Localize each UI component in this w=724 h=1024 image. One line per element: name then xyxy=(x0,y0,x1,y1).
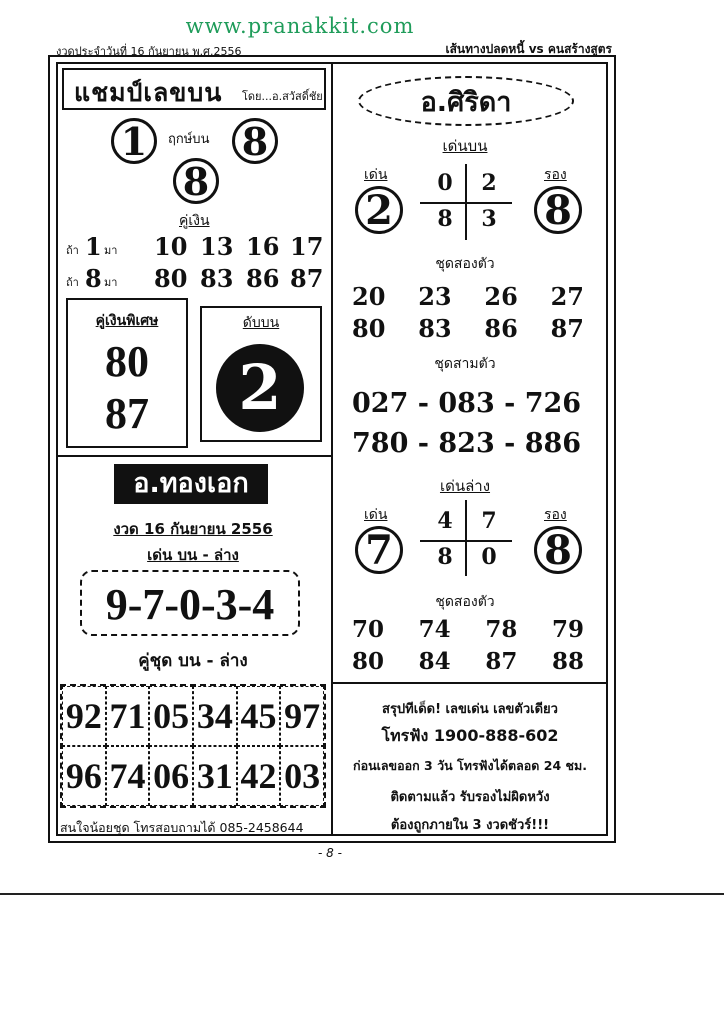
champ-title-box xyxy=(62,68,326,110)
top-lead-label: เด่นบน xyxy=(442,137,488,155)
run-number: 2 xyxy=(216,344,304,432)
bottom-secondary-number: 8 xyxy=(534,526,582,574)
special-pair-value: 80 xyxy=(105,337,149,386)
top-cross-digit: 2 xyxy=(481,170,497,196)
header-date: งวดประจำวันที่ 16 กันยายน พ.ศ.2556 xyxy=(56,45,242,58)
two-digit-value: 78 xyxy=(485,616,518,643)
row-suffix: มา xyxy=(104,244,118,257)
two-digit-value: 80 xyxy=(352,648,385,675)
pair-cell: 06 xyxy=(149,746,193,806)
pair-cell: 03 xyxy=(280,746,324,806)
row-suffix: มา xyxy=(104,276,118,289)
bottom-primary-label: เด่น xyxy=(364,507,388,523)
thong-contact: สนใจน้อยชุด โทรสอบถามได้ 085-2458644 xyxy=(60,820,304,835)
bottom-cross-digit: 4 xyxy=(437,508,453,534)
pair-cell: 05 xyxy=(149,686,193,746)
site-watermark: www.pranakkit.com xyxy=(185,14,415,38)
champ-left-number: 1 xyxy=(111,118,157,164)
pair-cell: 71 xyxy=(106,686,150,746)
bottom-two-label: ชุดสองตัว xyxy=(435,594,495,610)
pair-cell: 92 xyxy=(62,686,106,746)
right-divider xyxy=(331,682,608,684)
run-label: ดับบน xyxy=(242,315,280,331)
top-primary-label: เด่น xyxy=(364,167,388,183)
special-pair-label: คู่เงินพิเศษ xyxy=(95,313,159,329)
pair-cell: 97 xyxy=(280,686,324,746)
row-prefix: ถ้า xyxy=(66,244,79,257)
pair-cell: 45 xyxy=(237,686,281,746)
thong-lead-value: 9-7-0-3-4 xyxy=(80,570,300,636)
row-value: 16 xyxy=(246,232,280,261)
row-value: 17 xyxy=(290,232,324,261)
top-cross-digit: 3 xyxy=(481,206,497,232)
row-value: 86 xyxy=(246,264,280,293)
champ-title: แชมป์เลขบน xyxy=(74,78,223,107)
top-three-row-2: 780 - 823 - 886 xyxy=(352,428,582,459)
vertical-divider xyxy=(331,62,333,836)
two-digit-value: 87 xyxy=(485,648,518,675)
two-digit-value: 23 xyxy=(418,282,452,311)
two-digit-value: 87 xyxy=(550,314,584,343)
champ-right-number: 8 xyxy=(232,118,278,164)
bottom-two-row-2 xyxy=(352,648,584,675)
two-digit-value: 83 xyxy=(418,314,452,343)
pair-cell: 96 xyxy=(62,746,106,806)
promo-line: ติดตามแล้ว รับรองไม่ผิดหวัง xyxy=(390,790,550,805)
champ-center-number: 8 xyxy=(173,158,219,204)
two-digit-value: 80 xyxy=(352,314,386,343)
pair-cell: 31 xyxy=(193,746,237,806)
top-two-row-1 xyxy=(352,282,584,311)
row-value: 80 xyxy=(154,264,188,293)
row-prefix: ถ้า xyxy=(66,276,79,289)
two-digit-value: 70 xyxy=(352,616,385,643)
thong-date: งวด 16 กันยายน 2556 xyxy=(113,520,273,538)
champ-author: โดย...อ.สวัสดิ์ชัย xyxy=(242,90,323,103)
promo-line: ต้องถูกภายใน 3 งวดชัวร์!!! xyxy=(390,818,550,833)
bottom-cross-vline xyxy=(465,500,467,576)
two-digit-value: 86 xyxy=(484,314,518,343)
thong-pairs-grid xyxy=(60,684,326,808)
top-secondary-label: รอง xyxy=(544,167,567,183)
two-digit-value: 27 xyxy=(550,282,584,311)
row-value: 10 xyxy=(154,232,188,261)
top-cross-digit: 8 xyxy=(437,206,453,232)
bottom-lead-label: เด่นล่าง xyxy=(439,477,491,495)
promo-line: ก่อนเลขออก 3 วัน โทรฟังได้ตลอด 24 ชม. xyxy=(353,758,587,773)
top-primary-number: 2 xyxy=(355,186,403,234)
two-digit-value: 20 xyxy=(352,282,386,311)
row-num: 8 xyxy=(85,264,102,293)
champ-pair-label: คู่เงิน xyxy=(179,213,210,229)
two-digit-value: 74 xyxy=(418,616,451,643)
two-digit-value: 88 xyxy=(551,648,584,675)
bottom-cross-digit: 7 xyxy=(481,508,497,534)
row-value: 83 xyxy=(200,264,234,293)
top-secondary-number: 8 xyxy=(534,186,582,234)
bottom-primary-number: 7 xyxy=(355,526,403,574)
bottom-cross-digit: 0 xyxy=(481,544,497,570)
pair-cell: 42 xyxy=(237,746,281,806)
thong-title: อ.ทองเอก xyxy=(114,464,268,504)
footer-rule xyxy=(0,893,724,895)
page-number: - 8 - xyxy=(318,846,342,860)
two-digit-value: 26 xyxy=(484,282,518,311)
bottom-cross-hline xyxy=(420,540,512,542)
champ-row-1 xyxy=(66,232,322,262)
top-three-label: ชุดสามตัว xyxy=(434,356,496,372)
top-two-label: ชุดสองตัว xyxy=(435,256,495,272)
thong-pairs-label: คู่ชุด บน - ล่าง xyxy=(138,651,248,671)
row-value: 87 xyxy=(290,264,324,293)
row-value: 13 xyxy=(200,232,234,261)
pair-cell: 34 xyxy=(193,686,237,746)
promo-phone: โทรฟัง 1900-888-602 xyxy=(381,726,559,745)
two-digit-value: 84 xyxy=(418,648,451,675)
row-num: 1 xyxy=(85,232,102,261)
special-pair-value: 87 xyxy=(105,389,149,438)
header-title: เส้นทางปลดหนี้ vs คนสร้างสูตร xyxy=(445,42,612,56)
champ-row-2 xyxy=(66,264,322,294)
promo-line: สรุปทีเด็ด! เลขเด่น เลขตัวเดียว xyxy=(382,702,558,717)
champ-center-label: ฤกษ์บน xyxy=(168,132,210,147)
two-digit-value: 79 xyxy=(551,616,584,643)
bottom-two-row-1 xyxy=(352,616,584,643)
special-pair-box xyxy=(66,298,188,448)
top-cross-hline xyxy=(420,202,512,204)
sirida-title: อ.ศิริดา xyxy=(358,76,574,126)
bottom-secondary-label: รอง xyxy=(544,507,567,523)
thong-lead-label: เด่น บน - ล่าง xyxy=(147,546,239,564)
run-box xyxy=(200,306,322,442)
left-divider xyxy=(56,455,333,457)
top-two-row-2 xyxy=(352,314,584,343)
top-three-row-1: 027 - 083 - 726 xyxy=(352,388,582,419)
bottom-cross-digit: 8 xyxy=(437,544,453,570)
pair-cell: 74 xyxy=(106,746,150,806)
top-cross-digit: 0 xyxy=(437,170,453,196)
